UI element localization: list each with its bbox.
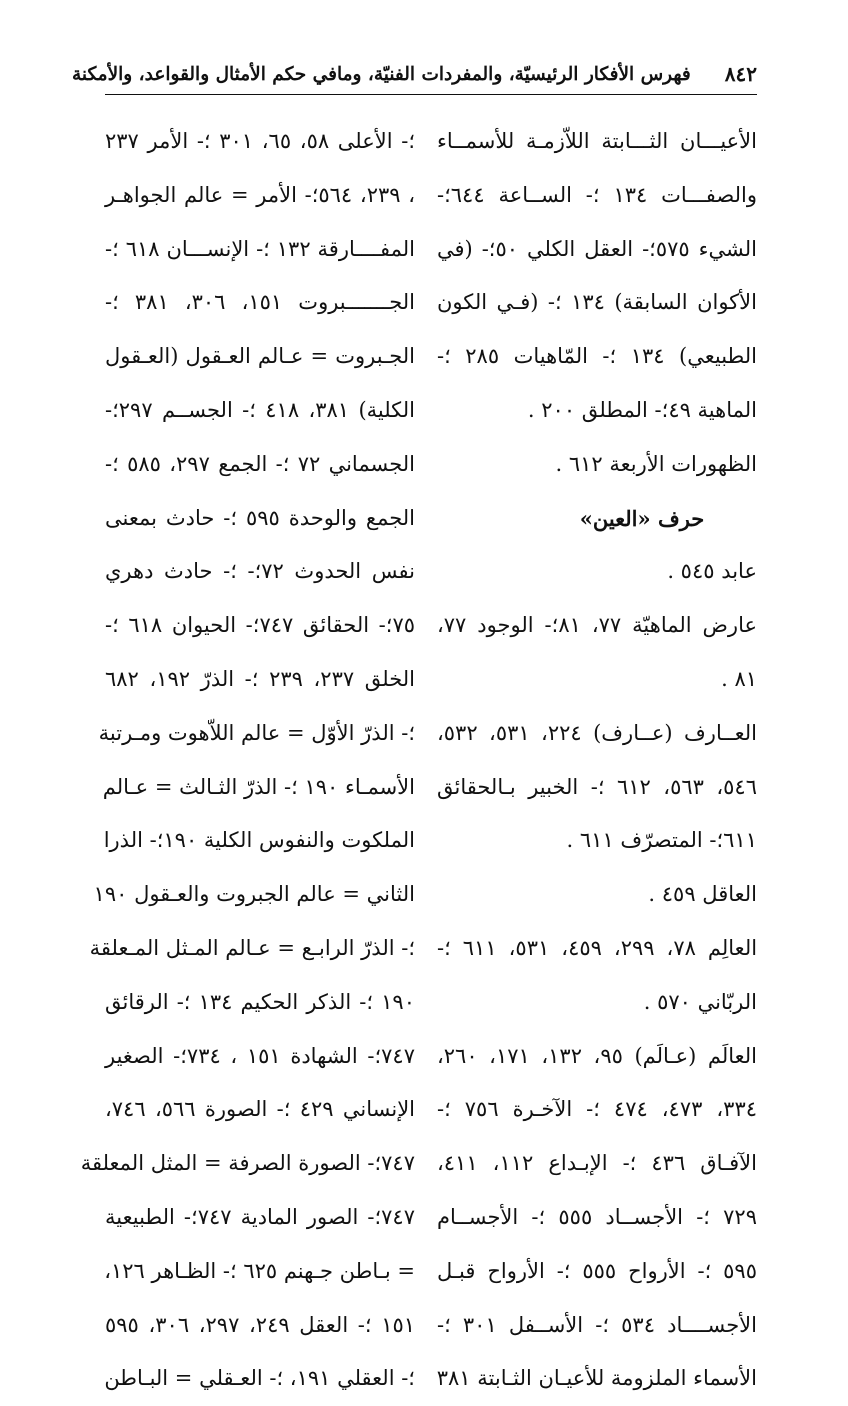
index-line: الآفـاق ٤٣٦ ؛- الإبـداع ١١٢، ٤١١، bbox=[437, 1151, 757, 1176]
right-column bbox=[437, 115, 757, 1406]
section-heading: حرف «العين» bbox=[579, 505, 705, 531]
index-line: الخلق ٢٣٧، ٢٣٩ ؛- الذرّ ١٩٢، ٦٨٢ bbox=[105, 666, 415, 691]
index-line: الأجســــاد ٥٣٤ ؛- الأســفل ٣٠١ ؛- bbox=[437, 1312, 757, 1337]
index-line: ٥٩٥ ؛- الأرواح ٥٥٥ ؛- الأرواح قبـل bbox=[437, 1258, 757, 1283]
index-line: الملكوت والنفوس الكلية ١٩٠؛- الذرا bbox=[103, 828, 415, 853]
index-line: ٧٥؛- الحقائق ٧٤٧؛- الحيوان ٦١٨ ؛- bbox=[105, 613, 415, 638]
index-line: ، ٢٣٩، ٥٦٤؛- الأمر = عالم الجواهـر bbox=[105, 182, 415, 207]
index-line: الأسمـاء ١٩٠ ؛- الذرّ الثـالث = عـالم bbox=[102, 774, 415, 799]
index-line: الماهية ٤٩؛- المطلق ٢٠٠ . bbox=[527, 397, 757, 422]
index-line: = بـاطن جـهنم ٦٢٥ ؛- الظـاهر ١٢٦، bbox=[104, 1258, 415, 1283]
index-line: عارض الماهيّة ٧٧، ٨١؛- الوجود ٧٧، bbox=[437, 613, 758, 638]
index-line: المفــــارقة ١٣٢ ؛- الإنســـان ٦١٨ ؛- bbox=[105, 236, 415, 261]
index-line: ٦١١؛- المتصرّف ٦١١ . bbox=[566, 828, 757, 853]
left-column bbox=[80, 115, 416, 1406]
index-line: العالَم (عـالَم) ٩٥، ١٣٢، ١٧١، ٢٦٠، bbox=[437, 1043, 758, 1068]
index-line: ١٥١ ؛- العقل ٢٤٩، ٢٩٧، ٣٠٦، ٥٩٥ bbox=[105, 1312, 416, 1337]
index-line: ٨١ . bbox=[721, 666, 757, 691]
index-line: الأعيـــان الثـــابتة اللاّزمـة للأسمــاء bbox=[437, 129, 757, 153]
index-line: نفس الحدوث ٧٢؛- ؛- حادث دهري bbox=[105, 559, 415, 584]
index-line: الربّاني ٥٧٠ . bbox=[643, 989, 757, 1014]
index-line: ٣٣٤، ٤٧٣، ٤٧٤ ؛- الآخـرة ٧٥٦ ؛- bbox=[437, 1097, 758, 1122]
header-title: فهرس الأفكار الرئيسيّة، والمفردات الفنيّة، ومافي حكم الأمثال والقواعد، والأمكنة bbox=[71, 63, 691, 85]
index-line: ؛- الذرّ الأوّل = عالم اللاّهوت ومـرتبة bbox=[98, 720, 415, 745]
index-line: والصفـــات ١٣٤ ؛- الســاعة ٦٤٤؛- bbox=[437, 182, 757, 207]
index-line: الجـــــــبروت ١٥١، ٣٠٦، ٣٨١ ؛- bbox=[105, 290, 416, 315]
running-header bbox=[71, 54, 757, 95]
index-line: ٧٢٩ ؛- الأجســاد ٥٥٥ ؛- الأجســام bbox=[437, 1204, 757, 1229]
page-number: ٨٤٢ bbox=[724, 62, 757, 86]
index-line: الكلية) ٣٨١، ٤١٨ ؛- الجســم ٢٩٧؛- bbox=[105, 397, 416, 422]
index-line: ؛- العقلي ١٩١، ؛- العـقلي = البـاطن bbox=[104, 1366, 415, 1391]
index-line: الإنساني ٤٢٩ ؛- الصورة ٥٦٦، ٧٤٦، bbox=[105, 1097, 416, 1122]
index-line: ٧٤٧؛- الصور المادية ٧٤٧؛- الطبيعية bbox=[105, 1204, 415, 1229]
index-line: الجمع والوحدة ٥٩٥ ؛- حادث بمعنى bbox=[105, 505, 415, 530]
index-line: العــارف (عــارف) ٢٢٤، ٥٣١، ٥٣٢، bbox=[437, 720, 758, 745]
index-line: الأسماء الملزومة للأعيـان الثـابتة ٣٨١ bbox=[436, 1366, 757, 1391]
index-line: الشيء ٥٧٥؛- العقل الكلي ٥٠؛- (في bbox=[437, 236, 757, 261]
index-line: ٥٤٦، ٥٦٣، ٦١٢ ؛- الخبير بـالحقائق bbox=[437, 774, 757, 799]
index-line: الثاني = عالم الجبروت والعـقول ١٩٠ bbox=[93, 882, 415, 907]
index-line: ؛- الأعلى ٥٨، ٦٥، ٣٠١ ؛- الأمر ٢٣٧ bbox=[105, 129, 416, 153]
index-line: ٧٤٧؛- الصورة الصرفة = المثل المعلقة bbox=[80, 1151, 415, 1176]
index-line: العاقل ٤٥٩ . bbox=[648, 882, 757, 907]
index-line: ١٩٠ ؛- الذكر الحكيم ١٣٤ ؛- الرقائق bbox=[105, 989, 415, 1014]
index-line: عابد ٥٤٥ . bbox=[667, 559, 757, 584]
index-line: ؛- الذرّ الرابـع = عـالم المـثل المـعلقة bbox=[89, 935, 415, 960]
index-line: الجـبروت = عـالم العـقول (العـقول bbox=[105, 344, 415, 369]
index-line: الظهورات الأربعة ٦١٢ . bbox=[555, 451, 757, 476]
index-line: الأكوان السابقة) ١٣٤ ؛- (فـي الكون bbox=[437, 290, 757, 315]
index-line: الطبيعي) ١٣٤ ؛- المّاهيات ٢٨٥ ؛- bbox=[437, 344, 757, 369]
index-line: الجسماني ٧٢ ؛- الجمع ٢٩٧، ٥٨٥ ؛- bbox=[105, 451, 415, 476]
index-line: ٧٤٧؛- الشهادة ١٥١ ، ٧٣٤؛- الصغير bbox=[105, 1043, 415, 1068]
index-line: العالِم ٧٨، ٢٩٩، ٤٥٩، ٥٣١، ٦١١ ؛- bbox=[437, 935, 758, 960]
